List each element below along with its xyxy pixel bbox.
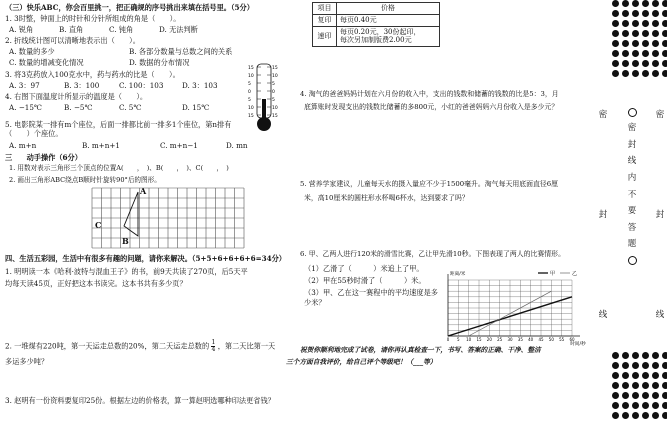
q5-text: 5. 电影院某一排有m个座位，后面一排都比前一排多1个座位，第n排有（ ）个座位。 — [5, 120, 232, 138]
ops-q1-text: 1. 用数对表示三角形三个顶点的位置A( ， )、B( ， )、C( ， ) — [9, 164, 229, 172]
header-price: 价格 — [337, 3, 440, 15]
binding-dot — [662, 352, 667, 359]
binding-dot — [622, 60, 629, 67]
binding-dot — [622, 412, 629, 419]
row-stencil-line1: 每页0.20元，30份起印， — [340, 27, 421, 36]
seal-center-char-5: 不 — [627, 189, 637, 200]
binding-dot — [642, 382, 649, 389]
q1-opt-d[interactable]: D. 无法判断 — [159, 25, 198, 34]
price-row-copy — [313, 14, 440, 26]
fraction-denominator: 4 — [211, 346, 216, 354]
drawing-grid[interactable] — [90, 186, 250, 250]
price-row-stencil — [313, 26, 440, 47]
triangle-abc — [124, 192, 138, 236]
binding-dot — [652, 10, 659, 17]
binding-dot — [612, 70, 619, 77]
binding-dot — [632, 10, 639, 17]
chart-axes — [448, 274, 580, 336]
binding-dot — [652, 412, 659, 419]
chart-x-tick: 50 — [548, 337, 554, 342]
binding-dot — [622, 10, 629, 17]
row-copy-item: 复印 — [313, 14, 337, 26]
seal-left-char-3: 线 — [598, 310, 608, 320]
binding-dot — [622, 352, 629, 359]
binding-dot — [662, 30, 667, 37]
fraction-quarter — [211, 340, 215, 353]
binding-dot — [662, 60, 667, 67]
r-q6-part1: （1）乙滑了（ ）米追上了甲。 — [304, 264, 424, 273]
binding-dot — [642, 402, 649, 409]
chart-legend — [538, 270, 577, 277]
binding-dot — [662, 382, 667, 389]
binding-dot — [652, 392, 659, 399]
binding-dot — [662, 412, 667, 419]
binding-dot — [612, 50, 619, 57]
header-item: 项目 — [313, 3, 337, 15]
thermometer-label: 15 — [248, 114, 254, 119]
seal-center-col — [617, 108, 647, 265]
r-q6-line1: 6. 甲、乙两人进行120米的滑雪比赛，乙让甲先滑10秒。下图表现了两人的比赛情形。 — [300, 250, 565, 258]
binding-dot — [632, 50, 639, 57]
seal-right-char-1: 密 — [655, 110, 665, 120]
binding-dot — [612, 382, 619, 389]
thermometer-label: 10 — [248, 74, 254, 79]
binding-dot — [612, 392, 619, 399]
vertex-c-label: C — [95, 220, 102, 230]
chart-x-tick: 60 — [569, 337, 575, 342]
binding-dot — [632, 382, 639, 389]
chart-y-label: 距离/米 — [450, 272, 466, 277]
seal-center-char-2: 封 — [627, 139, 637, 150]
q5-opt-c[interactable]: C. m+n−1 — [160, 141, 198, 150]
price-table — [312, 2, 440, 47]
binding-dot — [612, 362, 619, 369]
thermometer-label: 15 — [248, 66, 254, 71]
dot-block-top — [612, 0, 664, 92]
r-q6-part3-line2: 少米？ — [304, 298, 326, 307]
row-stencil-item: 速印 — [313, 26, 337, 47]
seal-circle-top — [628, 108, 637, 117]
race-line-chart — [438, 268, 586, 346]
binding-dot — [622, 30, 629, 37]
thermometer-label: 0 — [248, 90, 251, 95]
binding-dot — [632, 0, 639, 7]
q5-opt-a[interactable]: A. m+n — [9, 141, 37, 150]
binding-dot — [622, 70, 629, 77]
binding-dot — [632, 372, 639, 379]
thermometer-mercury — [262, 99, 266, 120]
q2-opt-c[interactable]: C. 数量的增减变化情况 — [9, 58, 84, 67]
binding-dot — [632, 70, 639, 77]
row-stencil-line2: 每次另加制版费2.00元 — [340, 36, 412, 45]
binding-dot — [652, 30, 659, 37]
binding-dot — [612, 372, 619, 379]
q2-opt-d[interactable]: D. 数据的分布情况 — [129, 58, 190, 67]
binding-dot — [662, 362, 667, 369]
binding-dot — [662, 40, 667, 47]
q2-opt-a[interactable]: A. 数量的多少 — [9, 47, 55, 56]
s4-q2-text-a: 2. 一堆煤有220吨，第一天运走总数的20%，第二天运走总数的 — [5, 341, 210, 351]
legend-jia: 甲 — [550, 271, 556, 277]
q1-opt-b[interactable]: B. 直角 — [59, 25, 84, 34]
r-q6-part3-line1: （3）甲、乙在这一赛程中的平均速度是多 — [304, 288, 438, 297]
s4-q2-line2: 多运多少吨？ — [5, 357, 49, 366]
binding-dot — [652, 70, 659, 77]
seal-center-char-4: 内 — [627, 172, 637, 183]
q2-opt-b[interactable]: B. 各部分数量与总数之间的关系 — [129, 47, 233, 56]
thermometer-figure — [247, 62, 281, 134]
seal-left-char-1: 密 — [598, 110, 608, 120]
closing-line2: 三个方面自我评价，给自己评个等级吧！（___等） — [286, 358, 437, 366]
binding-dot — [652, 372, 659, 379]
fraction-numerator: 1 — [211, 339, 216, 346]
thermometer-label: 15 — [272, 114, 278, 119]
binding-dot — [612, 30, 619, 37]
binding-dot — [632, 392, 639, 399]
binding-dot — [652, 50, 659, 57]
thermometer-label: 15 — [272, 66, 278, 71]
binding-dot — [662, 20, 667, 27]
q4-opt-a[interactable]: A. −15℃ — [9, 103, 42, 112]
binding-dot — [632, 412, 639, 419]
binding-dot — [662, 10, 667, 17]
chart-x-tick: 25 — [497, 337, 503, 342]
binding-dot — [622, 372, 629, 379]
binding-dot — [642, 60, 649, 67]
binding-dot — [662, 70, 667, 77]
binding-dot — [662, 372, 667, 379]
binding-dot — [622, 0, 629, 7]
thermometer-label: 10 — [272, 74, 278, 79]
r-q4-line2: 底算账时发现支出的钱数比储蓄的多800元，小红的爸爸妈妈六月份收入是多少元？ — [304, 103, 559, 111]
binding-dot — [652, 362, 659, 369]
binding-dot — [652, 382, 659, 389]
chart-x-tick: 35 — [517, 337, 523, 342]
chart-x-tick: 20 — [486, 337, 492, 342]
q1-opt-a[interactable]: A. 锐角 — [9, 25, 34, 34]
binding-dot — [642, 40, 649, 47]
chart-x-tick: 40 — [528, 337, 534, 342]
chart-x-tick: 5 — [457, 337, 460, 342]
thermometer-label: 5 — [272, 98, 275, 103]
chart-x-tick: 30 — [507, 337, 513, 342]
seal-center-char-1: 密 — [627, 123, 637, 133]
s4-q1-line1: 1. 明明读一本《哈利·波特与混血王子》的书，前9天共读了270页，后5天平 — [5, 267, 248, 276]
binding-dot — [642, 20, 649, 27]
q2-text: 2. 折线统计图可以清晰地表示出（ ）。 — [5, 36, 140, 45]
binding-dot — [642, 372, 649, 379]
binding-dot — [652, 20, 659, 27]
closing-line1: 祝贺你顺利地完成了试卷，请你再认真检查一下，书写、答案的正确、干净、整洁 — [300, 346, 541, 354]
q3-opt-d[interactable]: D. 3：103 — [182, 81, 218, 90]
seal-center-char-3: 线 — [627, 156, 637, 167]
binding-dot — [662, 50, 667, 57]
binding-dot — [622, 382, 629, 389]
q1-opt-c[interactable]: C. 钝角 — [109, 25, 134, 34]
binding-dot — [642, 0, 649, 7]
binding-dot — [662, 0, 667, 7]
r-q4-line1: 4. 淘气的爸爸妈妈计划在六月份的收入中，支出的钱数和储蓄的钱数的比是5：3，月 — [300, 90, 559, 98]
q5-opt-d[interactable]: D. mn — [226, 141, 248, 150]
thermometer-label: 5 — [248, 98, 251, 103]
binding-dot — [612, 60, 619, 67]
binding-dot — [612, 0, 619, 7]
dot-block-bottom — [612, 352, 664, 424]
binding-dot — [642, 70, 649, 77]
seal-left-char-2: 封 — [598, 210, 608, 220]
q4-text: 4. 右图下面温度计所显示的温度是（ ）。 — [5, 92, 148, 101]
ops-q2-text: 2. 画出三角形ABC绕点B顺时针旋转90°后的图形。 — [9, 176, 161, 184]
q5-opt-b[interactable]: B. m+n+1 — [82, 141, 120, 150]
legend-yi: 乙 — [572, 271, 578, 277]
binding-dot — [632, 20, 639, 27]
row-stencil-price — [337, 26, 440, 47]
binding-dot — [612, 20, 619, 27]
q3-opt-b[interactable]: B. 3：100 — [64, 81, 100, 90]
binding-dot — [642, 412, 649, 419]
q3-opt-c[interactable]: C. 100：103 — [119, 81, 164, 90]
row-copy-price: 每页0.40元 — [337, 14, 440, 26]
section3-title: （三）快乐ABC，你会百里挑一，把正确规的序号挑出来填在括号里。（5分） — [5, 3, 254, 12]
binding-dot — [652, 40, 659, 47]
binding-dot — [652, 60, 659, 67]
chart-x-label: 时间/秒 — [570, 342, 586, 346]
binding-dot — [652, 402, 659, 409]
q3-opt-a[interactable]: A. 3：97 — [9, 81, 40, 90]
seal-center-char-8: 题 — [627, 239, 637, 250]
vertex-a-label: A — [140, 186, 147, 196]
binding-dot — [622, 402, 629, 409]
price-table-header — [313, 3, 440, 15]
binding-dot — [632, 352, 639, 359]
s4-q2-text-b: ，第二天比第一天 — [217, 341, 276, 351]
seal-right-char-2: 封 — [655, 210, 665, 220]
binding-dot — [632, 362, 639, 369]
chart-x-tick: 10 — [466, 337, 472, 342]
binding-dot — [662, 392, 667, 399]
binding-dot — [622, 392, 629, 399]
binding-dot — [622, 20, 629, 27]
binding-dot — [642, 30, 649, 37]
r-q6-part2: （2）甲在55秒时滑了（ ）米。 — [304, 276, 426, 285]
seal-right-char-3: 线 — [655, 310, 665, 320]
binding-dot — [612, 412, 619, 419]
binding-dot — [642, 50, 649, 57]
binding-dot — [642, 392, 649, 399]
chart-x-tick: 45 — [538, 337, 544, 342]
vertex-b-label: B — [122, 236, 129, 246]
s4-q3-text: 3. 赵明有一份资料要复印25份。根据左边的价格表，算一算赵明选哪种印法更省钱？ — [5, 396, 275, 405]
seal-center-char-7: 答 — [627, 222, 637, 233]
binding-dot — [642, 10, 649, 17]
thermometer-label: 5 — [272, 82, 275, 87]
thermometer-label: 10 — [272, 106, 278, 111]
s4-q1-line2: 均每天读45页，正好把这本书读完。这本书共有多少页？ — [5, 279, 187, 288]
thermometer-label: 10 — [248, 106, 254, 111]
binding-dot — [632, 30, 639, 37]
thermometer-label: 0 — [272, 90, 275, 95]
binding-dot — [622, 50, 629, 57]
binding-dot — [642, 362, 649, 369]
binding-dot — [612, 352, 619, 359]
chart-x-tick: 0 — [446, 337, 450, 342]
ops-title: 三 动手操作（6分） — [5, 153, 82, 162]
binding-dot — [612, 40, 619, 47]
binding-dot — [622, 40, 629, 47]
chart-x-tick: 55 — [559, 337, 565, 342]
r-q5-line1: 5. 营养学家建议，儿童每天水的摄入量应不少于1500毫升。淘气每天用底面直径6厘 — [300, 180, 559, 188]
binding-dot — [652, 352, 659, 359]
chart-x-tick: 15 — [476, 337, 482, 342]
seal-center-char-6: 要 — [627, 206, 637, 217]
s4-q2-line1 — [5, 340, 275, 353]
binding-dot — [632, 402, 639, 409]
binding-dot — [612, 402, 619, 409]
binding-dot — [612, 10, 619, 17]
q1-text: 1. 3时整，钟面上的时针和分针所组成的角是（ ）。 — [5, 14, 181, 23]
section4-title: 四、生活五彩园，生活中有很多有趣的问题，请你来解决。（5+5+6+6+6+6=34分） — [5, 254, 286, 263]
q4-opt-b[interactable]: B. −5℃ — [64, 103, 93, 112]
binding-dot — [622, 362, 629, 369]
thermometer-label: 5 — [248, 82, 251, 87]
binding-dot — [662, 402, 667, 409]
r-q5-line2: 米，高10厘米的圆柱形水杯喝6杯水，达到要求了吗？ — [304, 194, 469, 202]
binding-dot — [642, 352, 649, 359]
binding-dot — [652, 0, 659, 7]
binding-dot — [632, 60, 639, 67]
q3-text: 3. 将3克药放入100克水中，药与药水的比是（ ）。 — [5, 70, 180, 79]
seal-circle-bottom — [628, 256, 637, 265]
q4-opt-d[interactable]: D. 15℃ — [182, 103, 210, 112]
q4-opt-c[interactable]: C. 5℃ — [119, 103, 142, 112]
binding-dot — [632, 40, 639, 47]
